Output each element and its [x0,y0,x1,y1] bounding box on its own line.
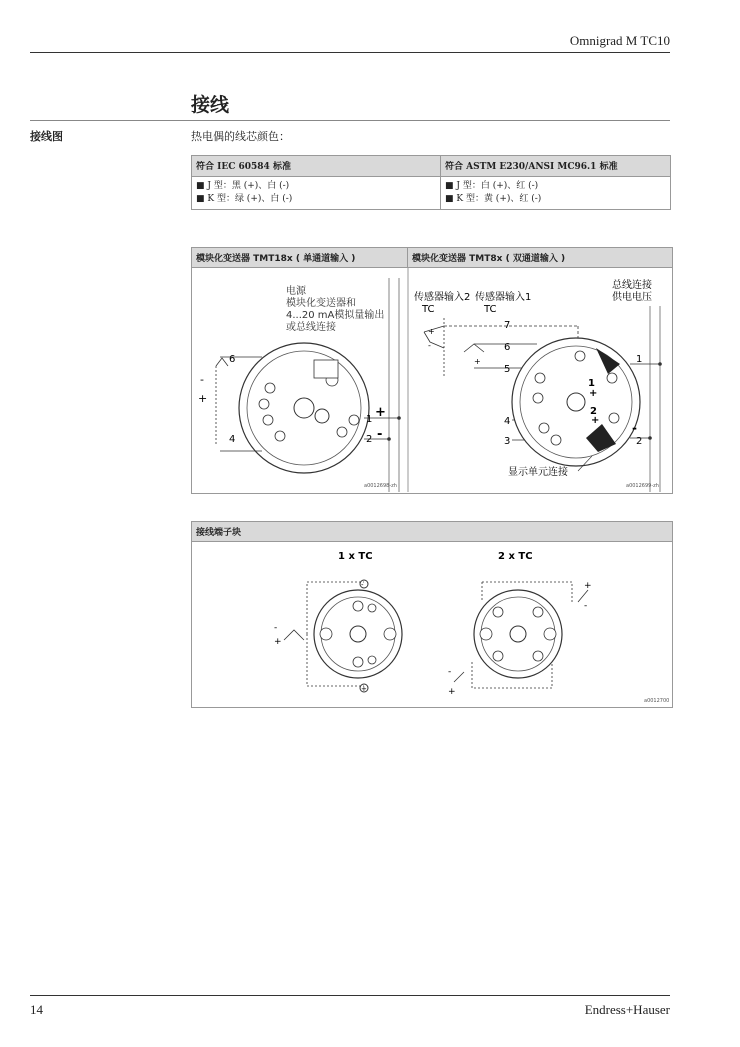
figure-title-tmt8x: 模块化变送器 TMT8x ( 双通道输入 ) [408,248,672,268]
terminal-7: 7 [504,320,511,331]
tc-label-1: TC [484,304,497,315]
figure-title-terminal: 接线端子块 [192,522,672,542]
svg-text:-: - [361,581,364,589]
svg-text:1: 1 [588,378,595,389]
figure-code-left: a0012698-zh [364,483,397,489]
terminal-4b: 4 [504,416,511,427]
section-rule [30,120,670,121]
power-label-2: 模块化变送器和 [286,298,356,309]
terminal-6b: 6 [504,342,511,353]
display-label: 显示单元连接 [508,467,568,478]
list-item: ■ J 型：白 (+)、红 (-) [445,181,539,191]
svg-text:+: + [589,388,598,399]
color-table [191,155,671,210]
figure-terminal-block [191,521,673,708]
table-cell-iec [192,177,441,210]
bus-label-1: 总线连接 [612,280,652,291]
section-title: 接线 [191,94,230,116]
transmitter-diagram [192,268,672,492]
figure-code-terminal: a0012700 [644,698,670,704]
svg-text:-: - [584,601,588,611]
terminal-3: 3 [504,436,511,447]
minus-sign: - [200,373,204,386]
svg-text:+: + [361,685,367,693]
terminal-diagram [192,542,672,706]
footer-rule [30,995,670,996]
svg-text:+: + [375,405,386,420]
side-label: 接线图 [30,130,63,143]
list-item: ■ J 型：黑 (+)、白 (-) [196,181,290,191]
intro-text: 热电偶的线芯颜色： [191,130,290,143]
figure-transmitters [191,247,673,494]
bus-label-2: 供电电压 [612,292,652,303]
power-label-1: 电源 [286,286,306,297]
label-1tc: 1 x TC [338,551,373,562]
table-header-astm: 符合 ASTM E230/ANSI MC96.1 标准 [441,156,671,177]
page-number: 14 [30,1002,43,1017]
table-cell-astm [441,177,671,210]
svg-text:-: - [377,427,383,442]
svg-text:+: + [448,687,456,697]
power-label-4: 或总线连接 [286,322,336,333]
label-2tc: 2 x TC [498,551,533,562]
svg-text:-: - [428,341,431,350]
figure-title-tmt18x: 模块化变送器 TMT18x ( 单通道输入 ) [192,248,408,268]
power-label-3: 4...20 mA模拟量输出 [286,310,385,321]
terminal-1: 1 [366,414,373,425]
figure-code-right: a0012699-zh [626,483,659,489]
sensor1-label: 传感器输入1 [475,292,532,303]
svg-text:+: + [428,327,435,336]
terminal-5: 5 [504,364,511,375]
svg-text:+: + [591,415,600,426]
terminal-1b: 1 [636,354,643,365]
plus-sign: + [198,392,208,405]
list-item: ■ K 型：黄 (+)、红 (-) [445,194,542,204]
svg-text:-: - [632,421,637,435]
terminal-6: 6 [229,354,236,365]
list-item: ■ K 型：绿 (+)、白 (-) [196,194,293,204]
table-header-iec: 符合 IEC 60584 标准 [192,156,441,177]
tc-label-2: TC [422,304,435,315]
svg-text:-: - [274,623,278,633]
svg-text:+: + [474,357,481,366]
sensor2-label: 传感器输入2 [414,292,471,303]
header-product: Omnigrad M TC10 [569,33,670,48]
svg-text:2: 2 [590,406,597,417]
svg-text:+: + [584,581,592,591]
terminal-2b: 2 [636,436,643,447]
svg-text:-: - [448,667,452,677]
header-rule [30,52,670,53]
footer-brand: Endress+Hauser [584,1002,670,1017]
terminal-2: 2 [366,434,373,445]
svg-text:+: + [274,637,282,647]
terminal-4: 4 [229,434,236,445]
